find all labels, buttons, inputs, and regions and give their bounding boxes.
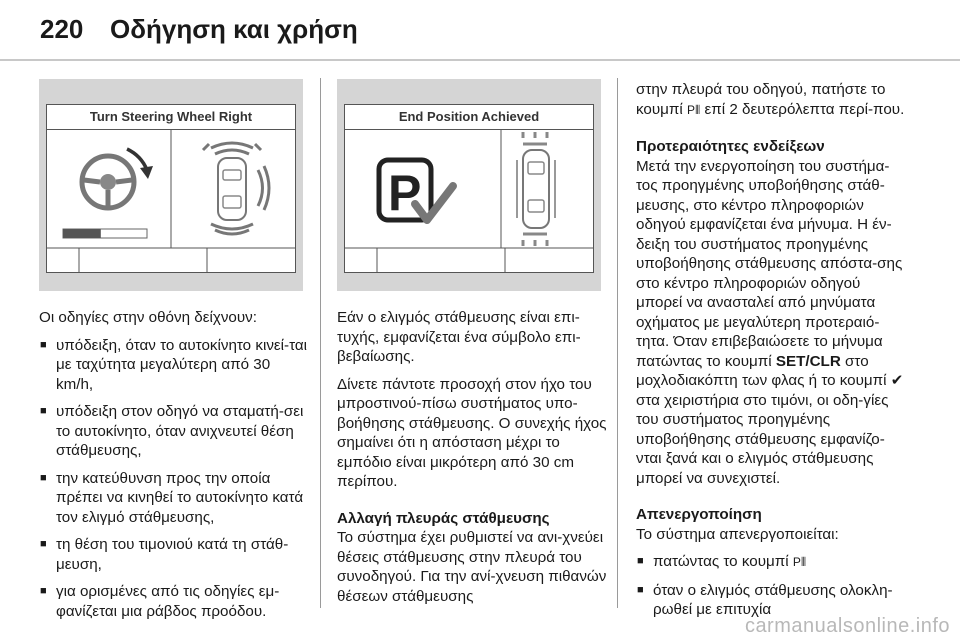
- text-run: Μετά την ενεργοποίηση του συστήμα-τος προηγμένης υποβοήθησης στάθ-μευσης, στο κέντρο πληροφοριών οδηγού εμφανίζεται ένα μήνυμα. Η έν-δειξη του συστήματος προηγμένης υποβοήθησης στάθμευσης απόστα-σης στο κέντρο πληροφοριών οδηγού μπορεί να ανασταλεί από μηνύματα οχήματος με μεγαλύτερη προτεραιό-τητα. Όταν επιβεβαιώσετε το μήνυμα πατώντας το κουμπί: [636, 157, 903, 370]
- parking-sensor-car-icon: [517, 132, 555, 246]
- watermark: carmanualsonline.info: [744, 615, 950, 637]
- page-header: [0, 0, 960, 62]
- paragraph: Εάν ο ελιγμός στάθμευσης είναι επι-τυχής, εμφανίζεται ένα σύμβολο επι-βεβαίωσης.: [337, 309, 581, 365]
- deactivation-list: [636, 552, 910, 620]
- figure-turn-steering: [39, 79, 303, 291]
- paragraph: [636, 80, 910, 120]
- intro-text: Οι οδηγίες στην οθόνη δείχνουν:: [39, 309, 257, 326]
- display-title: Turn Steering Wheel Right: [47, 105, 295, 130]
- page-number: 220: [40, 14, 84, 44]
- text-run: επί 2 δευτερόλεπτα περί-που.: [700, 100, 905, 118]
- column-divider: [320, 78, 321, 608]
- park-assist-button-icon: P⦀: [686, 102, 701, 117]
- text-run: στην πλευρά του οδηγού, πατήστε το κουμπί: [636, 81, 886, 118]
- list-item: ■ τη θέση του τιμονιού κατά τη στάθ-μευση,: [39, 535, 311, 574]
- display-title: End Position Achieved: [345, 105, 593, 130]
- list-item: [636, 552, 910, 573]
- column-3: [636, 80, 910, 628]
- list-item: ■ όταν ο ελιγμός στάθμευσης ολοκλη-ρωθεί με επιτυχία: [636, 581, 910, 620]
- paragraph: Το σύστημα έχει ρυθμιστεί να ανι-χνεύει θέσεις στάθμευσης στην πλευρά του συνοδηγού. Για την ανί-χνευση πιθανών θέσεων στάθμευσης: [337, 529, 607, 605]
- display-content: [345, 130, 593, 273]
- progress-bar: [63, 229, 147, 238]
- section-heading: Προτεραιότητες ενδείξεων: [636, 138, 825, 155]
- display-screen: [46, 104, 296, 273]
- parking-sensor-car-icon: [203, 143, 269, 234]
- paragraph: [636, 157, 910, 489]
- column-1: [39, 308, 311, 629]
- instruction-list: [39, 336, 311, 622]
- list-item: ■ υπόδειξη στον οδηγό να σταματή-σει το αυτοκίνητο, όταν ανιχνευτεί θέση στάθμευσης,: [39, 402, 311, 461]
- display-screen: [344, 104, 594, 273]
- section-heading: Αλλαγή πλευράς στάθμευσης: [337, 509, 550, 527]
- column-divider: [617, 78, 618, 608]
- text-run: πατώντας το κουμπί: [653, 553, 793, 570]
- text-run: στα χειριστήρια στο τιμόνι, οι οδη-γίες του συστήματος προηγμένης υποβοήθησης στάθμευσης εμφανίζο-νται ξανά και ο ελιγμός στάθμευσης μπορεί να συνεχιστεί.: [636, 391, 889, 487]
- text-run: στο μοχλοδιακόπτη των φλας ή το κουμπί: [636, 352, 891, 389]
- check-button-icon: ✔: [890, 372, 904, 389]
- figure-end-position: [337, 79, 601, 291]
- list-item: ■ υπόδειξη, όταν το αυτοκίνητο κινεί-ται με ταχύτητα μεγαλύτερη από 30 km/h,: [39, 336, 311, 395]
- steering-wheel-icon: [82, 156, 134, 208]
- paragraph: Δίνετε πάντοτε προσοχή στον ήχο του μπροστινού-πίσω συστήματος υπο-βοήθησης στάθμευσης. Ο συνεχής ήχος σημαίνει ότι η απόσταση μέχρι το εμπόδιο είναι μικρότερη από 30 cm περίπου.: [337, 375, 607, 490]
- display-content: [47, 130, 295, 273]
- paragraph: Το σύστημα απενεργοποιείται:: [636, 525, 839, 543]
- park-assist-button-icon: P⦀: [792, 555, 807, 569]
- column-2: [337, 308, 609, 614]
- header-rule: [0, 59, 960, 61]
- section-heading: Απενεργοποίηση: [636, 506, 762, 523]
- list-item: ■ την κατεύθυνση προς την οποία πρέπει να κινηθεί το αυτοκίνητο κατά τον ελιγμό στάθμευσης,: [39, 469, 311, 528]
- page-title: Οδήγηση και χρήση: [110, 14, 358, 44]
- svg-text:P: P: [388, 165, 422, 221]
- set-clr-key: SET/CLR: [775, 352, 841, 370]
- list-item: ■ για ορισμένες από τις οδηγίες εμ-φανίζεται μια ράβδος προόδου.: [39, 582, 311, 621]
